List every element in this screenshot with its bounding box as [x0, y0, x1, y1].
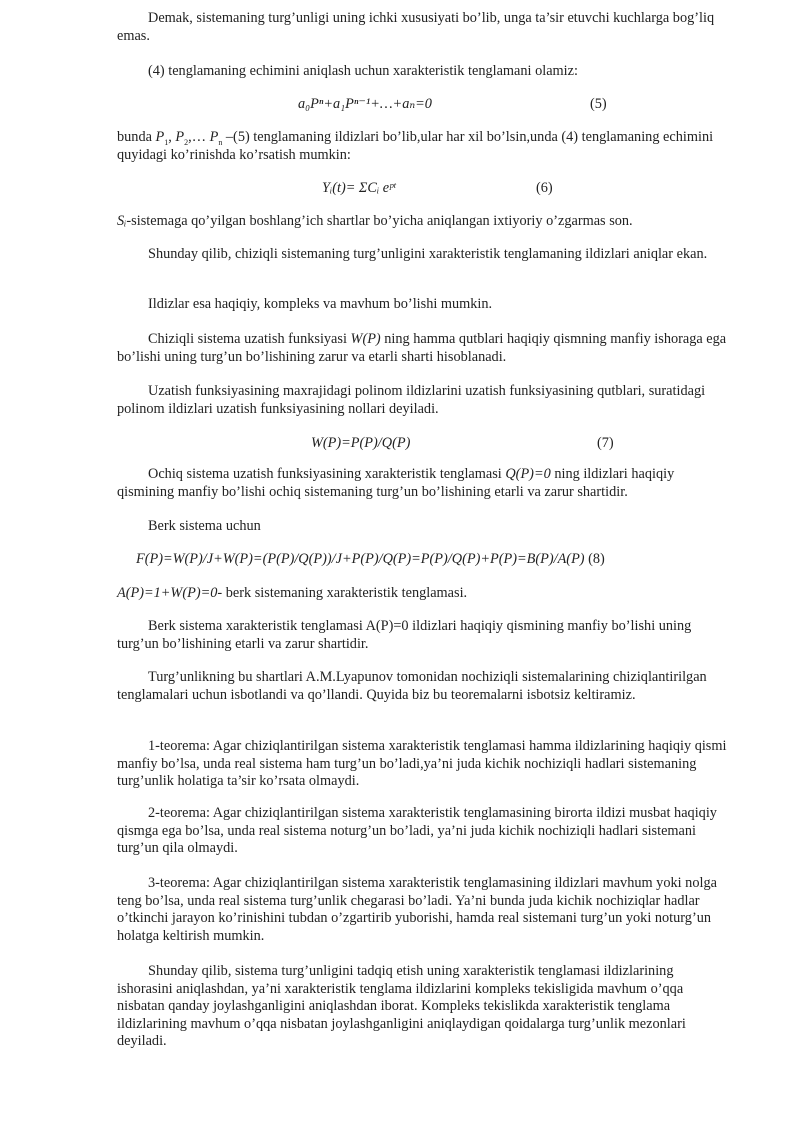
closed-char-equation: A(P)=1+W(P)=0 — [117, 585, 218, 601]
root-symbol: P — [155, 129, 165, 145]
paragraph-text: 3-teorema: Agar chiziqlantirilgan sistema xarakteristik tenglamasining ildizlari mavhum yoki nolga teng bo’lsa, unda real sistema turg’unlik chegarasi bo’ladi. Ya’ni bunda juda kichik nochiziqlar hadlar o’tkinchi jarayon ko’rinishini tubdan o’zgartirib yuborishi, hamda real sistemani turg’un yoki noturg’un holatga keltirish mumkin. — [117, 875, 717, 944]
paragraph-text: (4) tenglamaning echimini aniqlash uchun xarakteristik tenglamani olamiz: — [148, 63, 578, 79]
paragraph-text: A(P)=1+W(P)=0- berk sistemaning xarakteristik tenglamasi. — [117, 585, 468, 601]
equation-8-number: (8) — [584, 551, 605, 567]
equation-6: Yᵢ(t)= ΣCᵢ eᵖᵗ — [322, 180, 396, 196]
paragraph-9 — [117, 466, 732, 501]
paragraph-text: Ochiq sistema uzatish funksiyasining xarakteristik tenglamasi Q(P)=0 ning ildizlari haqiqiy qismining manfiy bo’lishi ochiq sistemaning turg’un bo’lishining etarli va zarur shartidir. — [117, 466, 675, 500]
equation-5-number: (5) — [590, 96, 607, 112]
paragraph-text: Shunday qilib, sistema turg’unligini tadqiq etish uning xarakteristik tenglamasi ildizlarining ishorasini aniqlashdan, ya’ni xarakteristik tenglama ildizlarini kompleks tekisligida mavhum o’qqa nisbatan qanday joylashganligini aniqlashdan iborat. Kompleks tekislikda xarakteristik tenglama ildizlarining mavhum o’qqa nisbatan joylashganligini aniqlaydigan qoidalarga turg’unlik mezonlari deyiladi. — [117, 963, 686, 1049]
paragraph-text: Chiziqli sistema uzatish funksiyasi W(P) ning hamma qutblari haqiqiy qismning manfiy ishoraga ega bo’lishi uning turg’un bo’lishining zarur va etarli sharti hisoblanadi. — [117, 331, 727, 365]
equation-8-line — [136, 551, 756, 569]
theorem-1 — [117, 738, 732, 791]
roots-text: –(5) tenglamaning ildizlari bo’lib,ular har xil bo’lsin,unda (4) tenglamaning echimini quyidagi ko’rinishda ko’rsatish mumkin: — [117, 129, 714, 163]
paragraph-text: Shunday qilib, chiziqli sistemaning turg’unligini xarakteristik tenglamaning ildizlari aniqlar ekan. — [148, 246, 708, 262]
paragraph-text: Demak, sistemaning turg’unligi uning ichki xususiyati bo’lib, unga ta’sir etuvchi kuchlarga bog’liq emas. — [117, 10, 715, 44]
paragraph-text: bunda $P_1$, $P_2,\dots$ $P_n$ –(5) tenglamaning ildizlari bo’lib,ular har xil bo’lsin,unda (4) tenglamaning echimini quyidagi ko’rinishda ko’rsatish mumkin: — [117, 129, 714, 163]
paragraph-6 — [117, 296, 732, 314]
paragraph-10 — [117, 518, 732, 536]
equation-7: W(P)=P(P)/Q(P) — [311, 435, 411, 451]
char-equation-symbol: Q(P)=0 — [505, 466, 551, 482]
paragraph-2 — [117, 63, 732, 81]
paragraph-3 — [117, 129, 732, 164]
paragraph-17 — [117, 963, 732, 1051]
equation-6-number: (6) — [536, 180, 553, 196]
paragraph-12 — [117, 618, 732, 653]
paragraph-text: 1-teorema: Agar chiziqlantirilgan sistema xarakteristik tenglamasi hamma ildizlarining haqiqiy qismi manfiy bo’lsa, unda real sistema ham turg’un bo’ladi,ya’ni juda kichik nochiziqli hadlari sistemaning turg’unlik holatiga ta’sir ko’rsata olmaydi. — [117, 738, 727, 789]
equation-5: a₀Pⁿ+a₁Pⁿ⁻¹+…+aₙ=0 — [298, 96, 432, 112]
roots-intro: bunda P — [117, 129, 165, 145]
theorem-2 — [117, 805, 732, 858]
paragraph-text: 2-teorema: Agar chiziqlantirilgan sistema xarakteristik tenglamasining birorta ildizi musbat haqiqiy qismga ega bo’lsa, unda real sistema noturg’un bo’ladi, ya’ni juda kichik nochiziqli hadlari sistemani turg’un qila olmaydi. — [117, 805, 717, 856]
paragraph-text: Berk sistema xarakteristik tenglamasi A(P)=0 ildizlari haqiqiy qismining manfiy bo’lishi uning turg’un bo’lishining etarli va zarur shartidir. — [117, 618, 692, 652]
paragraph-text: Turg’unlikning bu shartlari A.M.Lyapunov tomonidan nochiziqli sistemalarining chiziqlantirilgan tenglamalari uchun isbotlandi va qo’llandi. Quyida biz bu teoremalarni isbotsiz keltiramiz. — [117, 669, 707, 703]
paragraph-text: Sᵢ-sistemaga qo’yilgan boshlang’ich shartlar bo’yicha aniqlangan ixtiyoriy o’zgarmas son. — [117, 213, 633, 229]
paragraph-5 — [117, 246, 732, 264]
theorem-3 — [117, 875, 732, 945]
equation-8: F(P)=W(P)/J+W(P)=(P(P)/Q(P))/J+P(P)/Q(P)=P(P)/Q(P)+P(P)=B(P)/A(P) — [136, 551, 585, 567]
paragraph-13 — [117, 669, 732, 704]
paragraph-text: Berk sistema uchun — [148, 518, 261, 534]
paragraph-11 — [117, 585, 732, 603]
constant-symbol: Sᵢ — [117, 213, 127, 229]
paragraph-1 — [117, 10, 732, 45]
paragraph-text: Ildizlar esa haqiqiy, kompleks va mavhum bo’lishi mumkin. — [148, 296, 493, 312]
paragraph-4 — [117, 213, 732, 231]
paragraph-text: Uzatish funksiyasining maxrajidagi polinom ildizlarini uzatish funksiyasining qutblari, suratidagi polinom ildizlari uzatish funksiyasining nollari deyiladi. — [117, 383, 706, 417]
paragraph-8 — [117, 383, 732, 418]
equation-7-number: (7) — [597, 435, 614, 451]
paragraph-7 — [117, 331, 732, 366]
transfer-function-symbol: W(P) — [350, 331, 381, 347]
